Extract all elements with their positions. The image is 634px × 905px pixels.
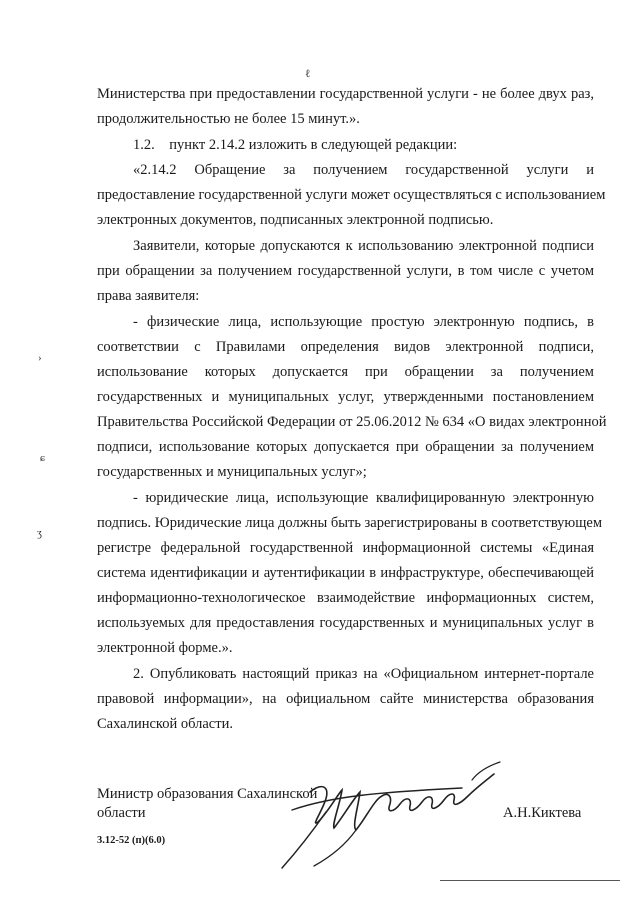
signatory-name: А.Н.Киктева	[503, 805, 582, 821]
signatory-position: области	[97, 805, 146, 821]
body-line: подписи, использование которых допускается при обращении за получением	[97, 439, 594, 455]
scan-mark: ɕ	[40, 452, 45, 464]
body-line: подпись. Юридические лица должны быть зарегистрированы в соответствующем	[97, 515, 603, 531]
scan-mark: ℓ	[305, 68, 311, 80]
body-line: Правительства Российской Федерации от 25.06.2012 № 634 «О видах электронной	[97, 414, 607, 430]
body-line: система идентификации и аутентификации в инфраструктуре, обеспечивающей	[97, 565, 594, 581]
handwritten-signature	[262, 752, 512, 872]
body-line: Министерства при предоставлении государственной услуги - не более двух раз,	[97, 86, 594, 102]
body-line: предоставление государственной услуги может осуществляться с использованием	[97, 187, 606, 203]
document-code: 3.12-52 (п)(6.0)	[97, 835, 166, 846]
body-line: соответствии с Правилами определения видов электронной подписи,	[97, 339, 594, 355]
body-line: электронных документов, подписанных электронной подписью.	[97, 212, 494, 228]
body-line: государственных и муниципальных услуг, утвержденными постановлением	[97, 389, 594, 405]
body-line: правовой информации», на официальном сайте министерства образования	[97, 691, 594, 707]
body-line: государственных и муниципальных услуг»;	[97, 464, 367, 480]
body-line: Сахалинской области.	[97, 716, 233, 732]
body-line: - юридические лица, использующие квалифицированную электронную	[133, 490, 594, 506]
scan-mark: ›	[38, 352, 42, 364]
body-line: использование которых допускается при обращении за получением	[97, 364, 594, 380]
scan-mark: ʒ	[37, 527, 42, 539]
body-line: при обращении за получением государственной услуги, в том числе с учетом	[97, 263, 594, 279]
body-line: регистре федеральной государственной информационной системы «Единая	[97, 540, 594, 556]
body-line: информационно-технологическое взаимодействие информационных систем,	[97, 590, 594, 606]
body-line: 1.2. пункт 2.14.2 изложить в следующей редакции:	[133, 137, 458, 153]
body-line: продолжительностью не более 15 минут.».	[97, 111, 360, 127]
footer-rule	[440, 880, 620, 881]
body-line: - физические лица, использующие простую электронную подпись, в	[133, 314, 594, 330]
body-line: электронной форме.».	[97, 640, 233, 656]
signatory-position: Министр образования Сахалинской	[97, 786, 318, 802]
body-line: 2. Опубликовать настоящий приказ на «Официальном интернет-портале	[133, 666, 594, 682]
body-line: используемых для предоставления государственных и муниципальных услуг в	[97, 615, 594, 631]
body-line: права заявителя:	[97, 288, 200, 304]
body-line: Заявители, которые допускаются к использованию электронной подписи	[133, 238, 594, 254]
body-line: «2.14.2 Обращение за получением государственной услуги и	[133, 162, 594, 178]
